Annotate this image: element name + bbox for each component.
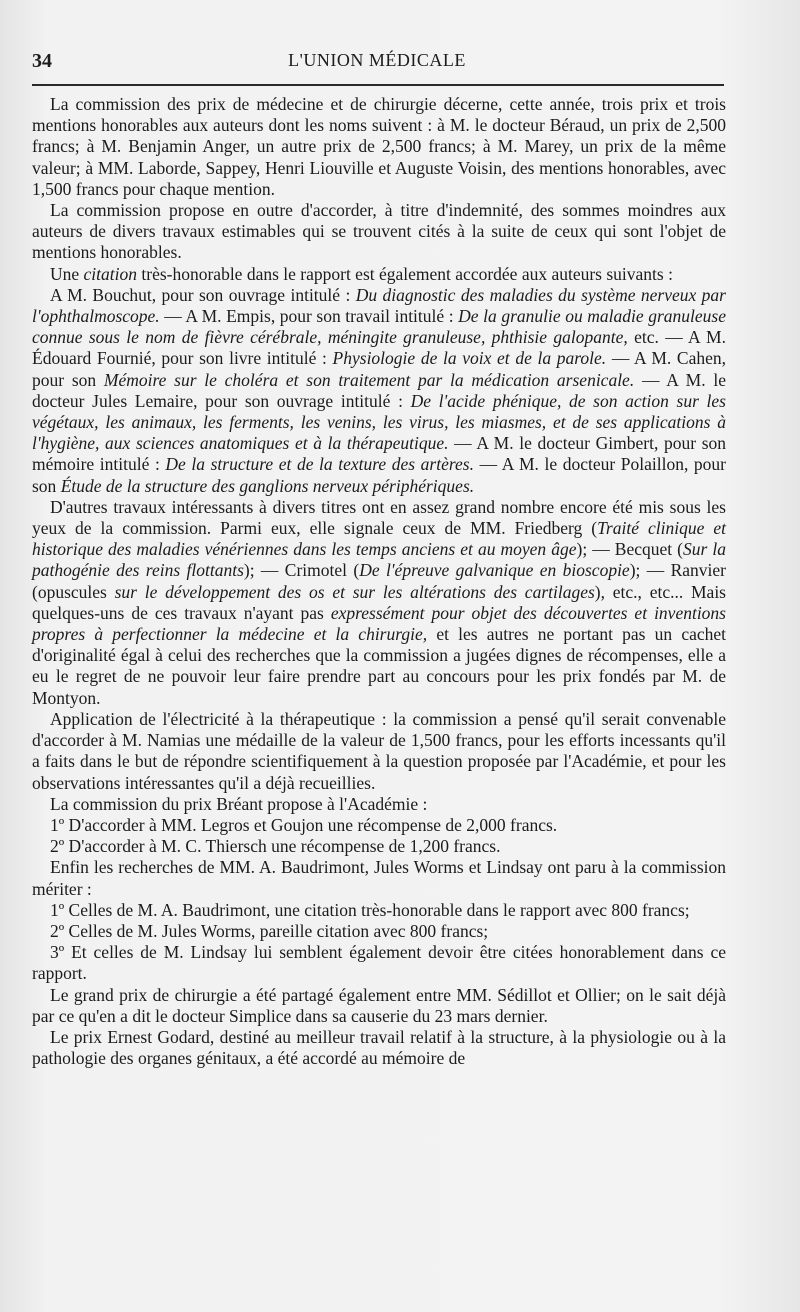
- text-run: — A M. Cahen, pour son: [32, 348, 726, 390]
- paragraph-electricity: Application de l'électricité à la thérapeutique : la commission a pensé qu'il serait convenable d'accorder à M. Namias une médaille de la valeur de 1,500 francs, pour les efforts incessants qu'il a faits dans le but de répondre scientifiquement à la question proposée par l'Académie, et pour les observations intéressantes qu'il a déjà recueillies.: [32, 708, 726, 793]
- article-body: [32, 94, 726, 1069]
- title-gimbert: De la structure et de la texture des artères.: [165, 454, 474, 475]
- text-run: ); — Ranvier (opuscules: [32, 560, 727, 602]
- paragraph-godard-prize: Le prix Ernest Godard, destiné au meilleur travail relatif à la structure, à la physiologie ou à la pathologie des organes génitaux, a été accordé au mémoire de: [32, 1026, 726, 1069]
- title-empis: De la granulie ou maladie granuleuse connue sous le nom de fièvre cérébrale, méningite granuleuse, phthisie galopante,: [32, 306, 726, 348]
- text-run: très-honorable dans le rapport est également accordée aux auteurs suivants :: [137, 263, 673, 284]
- header-rule: [32, 84, 724, 86]
- title-lemaire: De l'acide phénique, de son action sur les végétaux, les animaux, les ferments, les venins, les virus, les miasmes, et de ses applications à l'hygiène, aux sciences anatomiques et à la thérapeutique.: [32, 390, 726, 454]
- paragraph-baudrimont: Enfin les recherches de MM. A. Baudrimont, Jules Worms et Lindsay ont paru à la commission mériter :: [32, 857, 726, 899]
- text-run: ), etc., etc... Mais quelques-uns de ces travaux n'ayant pas: [32, 581, 726, 623]
- paragraph-other-works: [32, 497, 726, 709]
- list-item: 2º D'accorder à M. C. Thiersch une récompense de 1,200 francs.: [50, 836, 501, 857]
- paragraph-indemnities: La commission propose en outre d'accorder, à titre d'indemnité, des sommes moindres aux auteurs de divers travaux estimables qui se trouvent cités à la suite de ceux qui sont l'objet de mentions honorables.: [32, 200, 726, 263]
- title-ranvier: sur le développement des os et sur les altérations des cartilages: [114, 581, 595, 602]
- title-cahen: Mémoire sur le choléra et son traitement par la médication arsenicale.: [103, 369, 635, 390]
- paragraph-citation-list: [32, 285, 726, 497]
- title-friedberg: Traité clinique et historique des maladies vénériennes dans les temps anciens et au moyen âge: [32, 518, 726, 560]
- text-run: A M. Bouchut, pour son ouvrage intitulé :: [50, 284, 356, 305]
- text-run: Une: [50, 263, 84, 284]
- italic-run: citation: [83, 263, 137, 284]
- text-run: — A M. le docteur Polaillon, pour son: [32, 454, 727, 496]
- list-item: 3º Et celles de M. Lindsay lui semblent également devoir être citées honorablement dans ce rapport.: [32, 942, 726, 984]
- title-fournie: Physiologie de la voix et de la parole.: [332, 348, 607, 369]
- text-run: — A M. Empis, pour son travail intitulé :: [159, 306, 459, 327]
- page-header: [32, 50, 722, 80]
- paragraph-citation-intro: [32, 264, 726, 285]
- list-item: 2º Celles de M. Jules Worms, pareille citation avec 800 francs;: [50, 920, 489, 941]
- paragraph-breant: La commission du prix Bréant propose à l'Académie :: [50, 793, 428, 814]
- title-becquet: Sur la pathogénie des reins flottants: [32, 539, 726, 581]
- title-crimotel: De l'épreuve galvanique en bioscopie: [359, 560, 630, 581]
- text-run: ); — Becquet (: [576, 539, 684, 560]
- italic-run: expressément pour objet des découvertes et inventions propres à perfectionner la médecine et la chirurgie,: [32, 602, 726, 645]
- text-run: et les autres ne portant pas un cachet d'originalité égal à celui des recherches que la commission a jugées dignes de récompenses, elle a eu le regret de ne pouvoir leur faire prendre part au concours pour les prix fondés par M. de Montyon.: [32, 624, 726, 708]
- list-item: 1º D'accorder à MM. Legros et Goujon une récompense de 2,000 francs.: [50, 814, 558, 835]
- page-number: 34: [32, 50, 52, 72]
- text-run: — A M. le docteur Gimbert, pour son mémoire intitulé :: [32, 433, 727, 475]
- running-title: L'UNION MÉDICALE: [288, 50, 466, 70]
- text-run: D'autres travaux intéressants à divers titres ont en assez grand nombre encore été mis sous les yeux de la commission. Parmi eux, elle signale ceux de MM. Friedberg (: [32, 496, 726, 539]
- text-run: — A M. le docteur Jules Lemaire, pour son ouvrage intitulé :: [32, 369, 726, 411]
- text-run: ); — Crimotel (: [243, 560, 360, 581]
- title-bouchut: Du diagnostic des maladies du système nerveux par l'ophthalmoscope.: [32, 284, 726, 327]
- title-polaillon: Étude de la structure des ganglions nerveux périphériques.: [60, 475, 475, 496]
- list-item: 1º Celles de M. A. Baudrimont, une citation très-honorable dans le rapport avec 800 francs;: [50, 899, 690, 920]
- text-run: etc. — A M. Édouard Fournié, pour son livre intitulé :: [32, 327, 726, 369]
- paragraph-surgery-prize: Le grand prix de chirurgie a été partagé également entre MM. Sédillot et Ollier; on le sait déjà par ce qu'en a dit le docteur Simplice dans sa causerie du 23 mars dernier.: [32, 984, 726, 1026]
- paragraph-prizes: La commission des prix de médecine et de chirurgie décerne, cette année, trois prix et trois mentions honorables aux auteurs dont les noms suivent : à M. le docteur Béraud, un prix de 2,500 francs; à M. Benjamin Anger, un autre prix de 2,500 francs; à M. Marey, un prix de la même valeur; à MM. Laborde, Sappey, Henri Liouville et Auguste Voisin, des mentions honorables, avec 1,500 francs pour chaque mention.: [32, 94, 726, 199]
